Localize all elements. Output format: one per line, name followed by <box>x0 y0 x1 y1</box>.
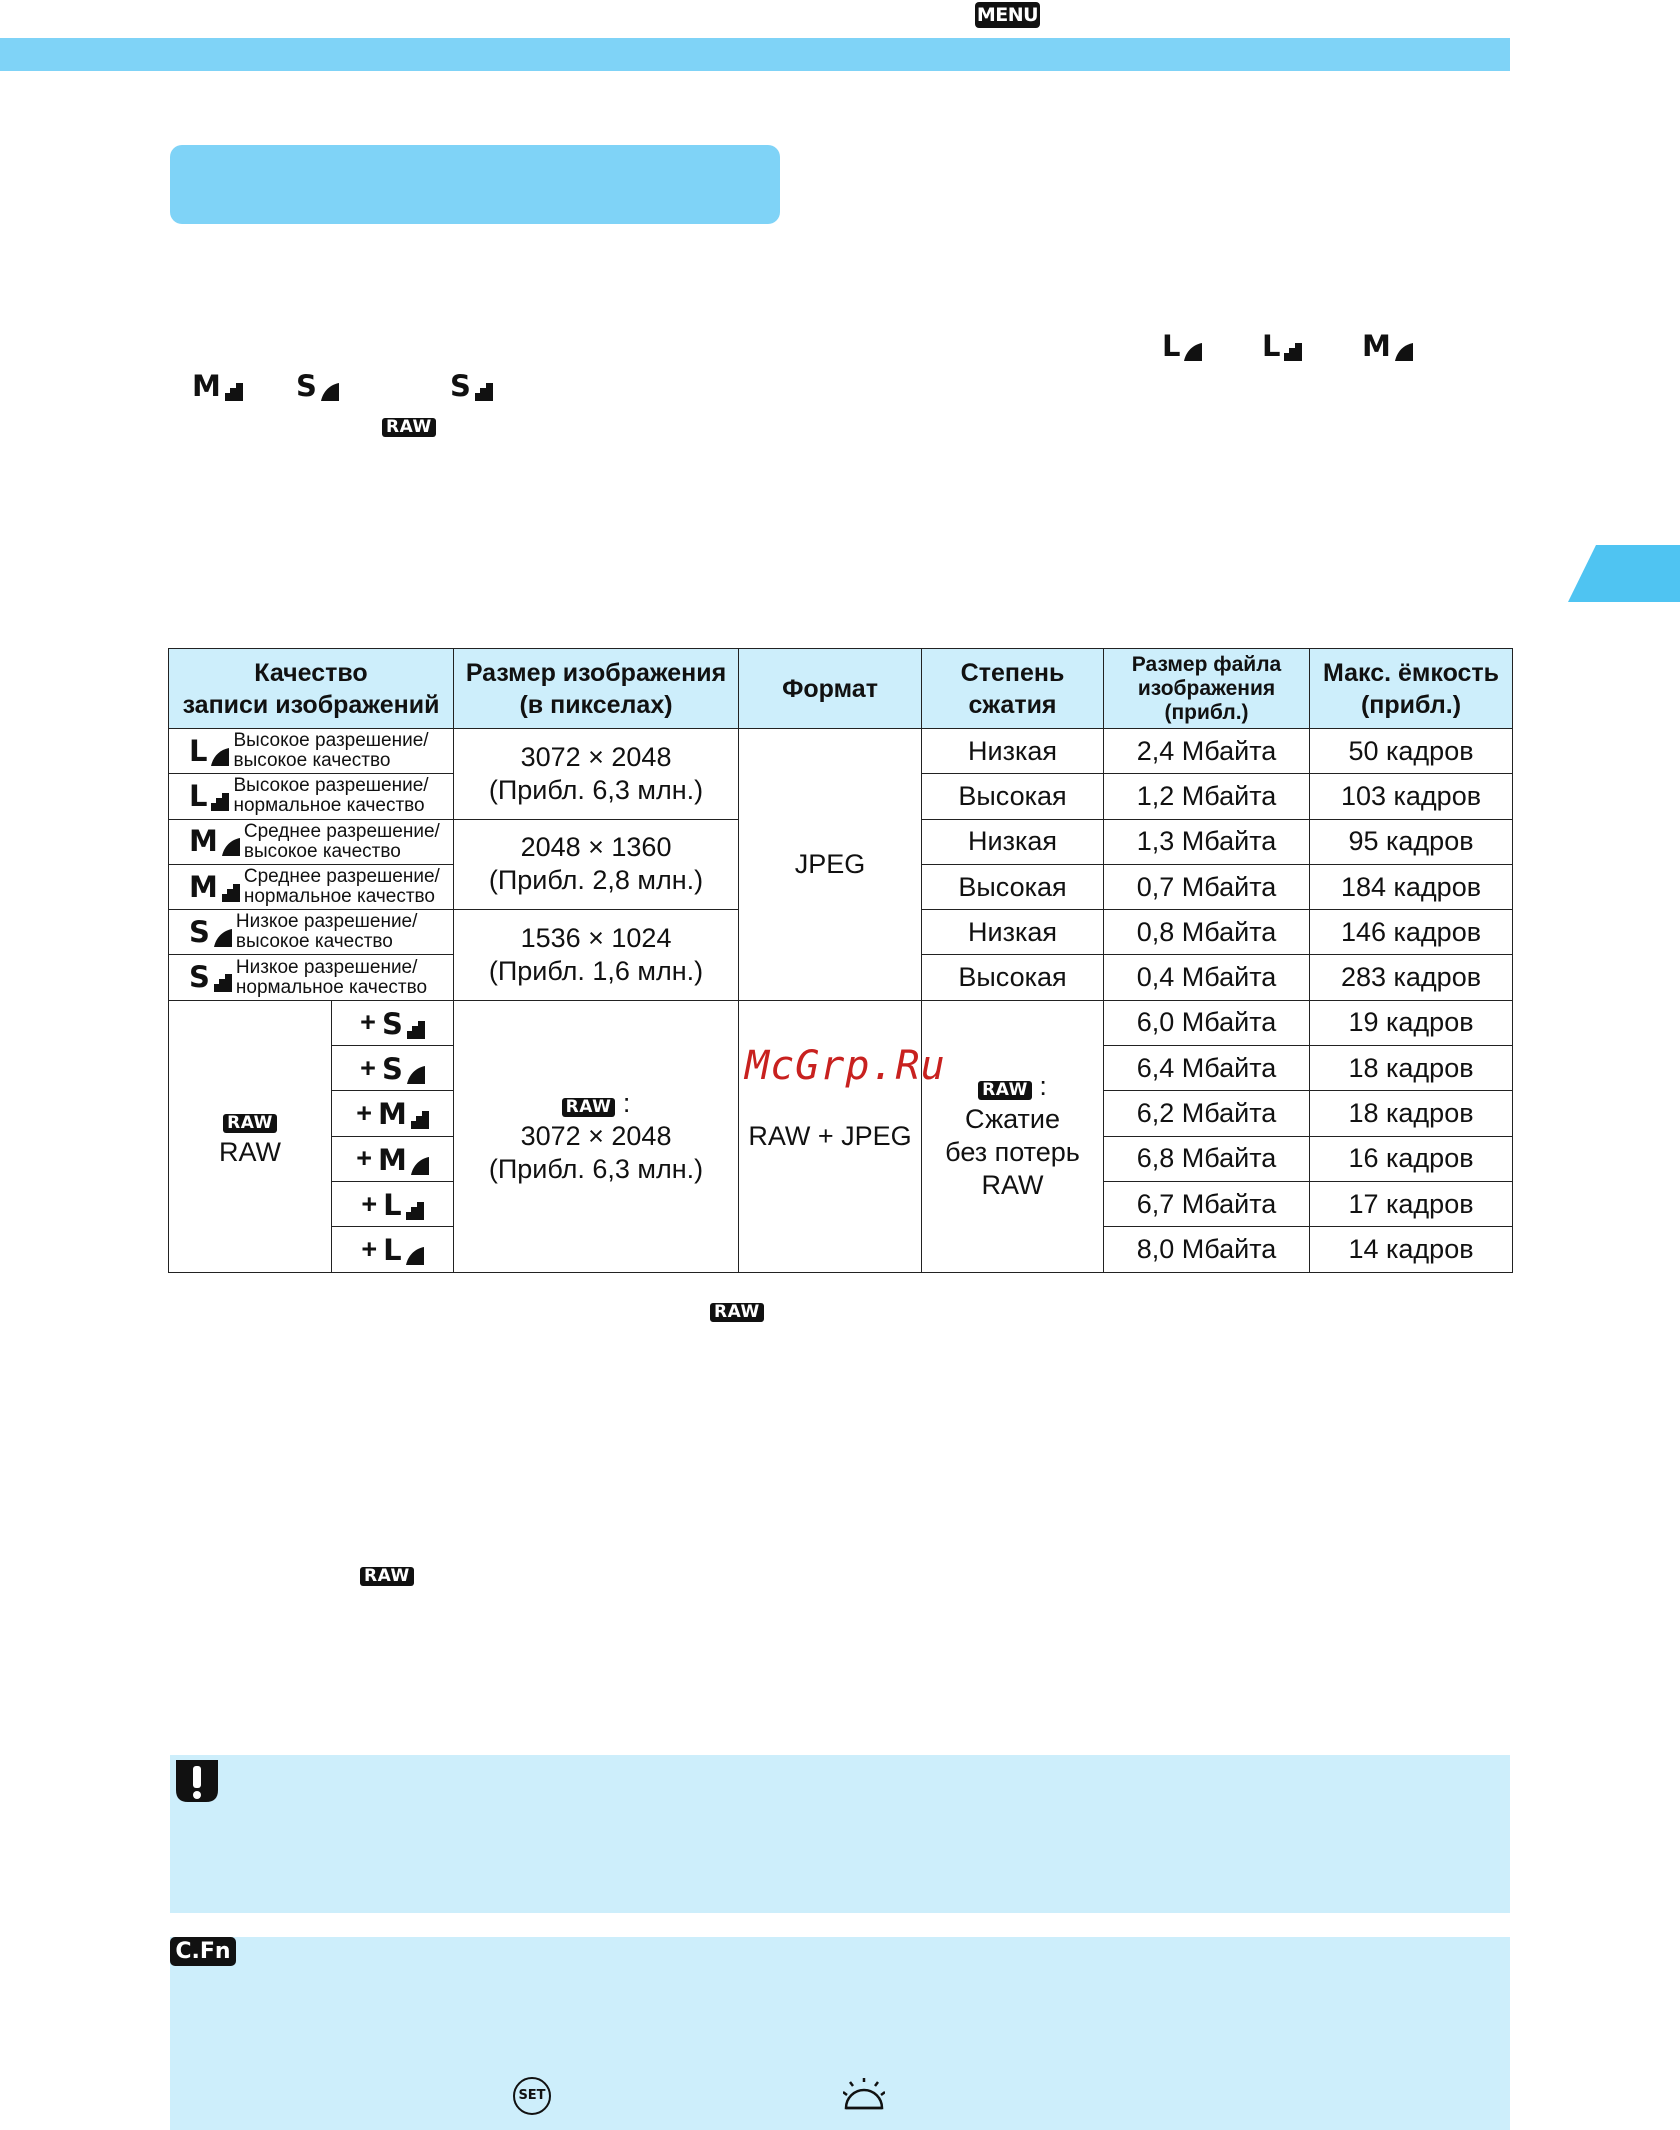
quality-icon: L <box>189 782 229 811</box>
table-header-row <box>169 649 1513 729</box>
filesize-cell: 6,7 Мбайта <box>1104 1181 1310 1226</box>
compression-cell: Высокая <box>922 955 1104 1000</box>
cfn-icon: C.Fn <box>170 1937 236 1966</box>
normal-quality-icon <box>213 973 232 992</box>
raw-plus-cell: + M <box>332 1136 454 1181</box>
quality-icon-s-fine: S <box>296 372 339 401</box>
fine-quality-icon <box>410 1156 429 1175</box>
header-format: Формат <box>739 649 922 729</box>
size-cell: 1536 × 1024 (Прибл. 1,6 млн.) <box>454 910 739 1001</box>
quality-icon: L <box>189 737 229 766</box>
filesize-cell: 0,4 Мбайта <box>1104 955 1310 1000</box>
capacity-cell: 184 кадров <box>1310 864 1513 909</box>
header-capacity: Макс. ёмкость (прибл.) <box>1310 649 1513 729</box>
quality-icon-m-fine: M <box>1362 332 1413 361</box>
caution-icon <box>172 1756 222 1806</box>
quality-icon: M <box>189 873 240 902</box>
fine-quality-icon <box>221 837 240 856</box>
quality-icon: M <box>378 1100 429 1129</box>
raw-compression-cell: RAW : Сжатие без потерь RAW <box>922 1000 1104 1272</box>
compression-cell: Низкая <box>922 729 1104 774</box>
raw-quality-cell: RAW RAW <box>169 1000 332 1272</box>
normal-quality-icon <box>406 1020 425 1039</box>
raw-icon: RAW <box>978 1081 1032 1100</box>
raw-plus-cell: + M <box>332 1091 454 1136</box>
quality-cell: M Среднее разрешение/ высокое качество <box>169 819 454 864</box>
custom-function-panel <box>170 1937 1510 2130</box>
quality-icon: S <box>382 1055 425 1084</box>
raw-plus-cell: + L <box>332 1181 454 1226</box>
capacity-cell: 146 кадров <box>1310 910 1513 955</box>
raw-plus-cell: + S <box>332 1000 454 1045</box>
fine-quality-icon <box>210 747 229 766</box>
quality-icon-s-normal: S <box>450 372 493 401</box>
raw-icon: RAW <box>223 1114 277 1133</box>
quality-icon-l-normal: L <box>1262 332 1302 361</box>
header-filesize: Размер файла изображения (прибл.) <box>1104 649 1310 729</box>
raw-icon: RAW <box>360 1567 414 1586</box>
capacity-cell: 18 кадров <box>1310 1091 1513 1136</box>
quick-control-dial-icon <box>843 2078 885 2112</box>
filesize-cell: 6,4 Мбайта <box>1104 1046 1310 1091</box>
capacity-cell: 16 кадров <box>1310 1136 1513 1181</box>
quality-cell: L Высокое разрешение/ высокое качество <box>169 729 454 774</box>
capacity-cell: 95 кадров <box>1310 819 1513 864</box>
normal-quality-icon <box>474 382 493 401</box>
capacity-cell: 17 кадров <box>1310 1181 1513 1226</box>
raw-format-cell: RAW + JPEG <box>739 1000 922 1272</box>
normal-quality-icon <box>221 883 240 902</box>
header-band <box>0 38 1510 71</box>
quality-icon: S <box>382 1010 425 1039</box>
menu-icon: MENU <box>976 4 1039 26</box>
caution-panel <box>170 1755 1510 1913</box>
quality-icon-m-normal: M <box>192 372 243 401</box>
raw-plus-cell: + S <box>332 1046 454 1091</box>
header-compression: Степень сжатия <box>922 649 1104 729</box>
quality-icon: S <box>189 963 232 992</box>
filesize-cell: 1,3 Мбайта <box>1104 819 1310 864</box>
normal-quality-icon <box>224 382 243 401</box>
filesize-cell: 0,7 Мбайта <box>1104 864 1310 909</box>
normal-quality-icon <box>1283 342 1302 361</box>
compression-cell: Низкая <box>922 910 1104 955</box>
section-title-box <box>170 145 780 224</box>
quality-cell: L Высокое разрешение/ нормальное качество <box>169 774 454 819</box>
quality-icon-l-fine: L <box>1162 332 1202 361</box>
watermark: McGrp.Ru <box>745 1043 946 1089</box>
fine-quality-icon <box>406 1065 425 1084</box>
raw-icon: RAW <box>710 1303 764 1322</box>
quality-icon: M <box>378 1146 429 1175</box>
table-row <box>169 1000 1513 1045</box>
quality-cell: S Низкое разрешение/ высокое качество <box>169 910 454 955</box>
filesize-cell: 6,0 Мбайта <box>1104 1000 1310 1045</box>
header-quality: Качество записи изображений <box>169 649 454 729</box>
compression-cell: Высокая <box>922 774 1104 819</box>
raw-plus-cell: + L <box>332 1227 454 1272</box>
quality-icon: S <box>189 918 232 947</box>
capacity-cell: 103 кадров <box>1310 774 1513 819</box>
fine-quality-icon <box>320 382 339 401</box>
filesize-cell: 0,8 Мбайта <box>1104 910 1310 955</box>
quality-icon: M <box>189 827 240 856</box>
filesize-cell: 2,4 Мбайта <box>1104 729 1310 774</box>
size-cell: 2048 × 1360 (Прибл. 2,8 млн.) <box>454 819 739 910</box>
raw-icon: RAW <box>562 1098 616 1117</box>
quality-spec-table <box>168 648 1513 1273</box>
normal-quality-icon <box>210 792 229 811</box>
normal-quality-icon <box>410 1110 429 1129</box>
quality-cell: M Среднее разрешение/ нормальное качество <box>169 864 454 909</box>
normal-quality-icon <box>405 1201 424 1220</box>
compression-cell: Низкая <box>922 819 1104 864</box>
quality-icon: L <box>383 1191 423 1220</box>
capacity-cell: 50 кадров <box>1310 729 1513 774</box>
header-size: Размер изображения (в пикселах) <box>454 649 739 729</box>
capacity-cell: 14 кадров <box>1310 1227 1513 1272</box>
table-row <box>169 729 1513 774</box>
filesize-cell: 6,2 Мбайта <box>1104 1091 1310 1136</box>
capacity-cell: 19 кадров <box>1310 1000 1513 1045</box>
capacity-cell: 18 кадров <box>1310 1046 1513 1091</box>
fine-quality-icon <box>405 1246 424 1265</box>
format-cell: JPEG <box>739 729 922 1001</box>
filesize-cell: 1,2 Мбайта <box>1104 774 1310 819</box>
raw-size-cell: RAW : 3072 × 2048 (Прибл. 6,3 млн.) <box>454 1000 739 1272</box>
filesize-cell: 8,0 Мбайта <box>1104 1227 1310 1272</box>
quality-icon: L <box>383 1236 423 1265</box>
quality-cell: S Низкое разрешение/ нормальное качество <box>169 955 454 1000</box>
capacity-cell: 283 кадров <box>1310 955 1513 1000</box>
set-button-icon: SET <box>513 2077 551 2115</box>
filesize-cell: 6,8 Мбайта <box>1104 1136 1310 1181</box>
raw-icon: RAW <box>382 418 436 437</box>
fine-quality-icon <box>213 928 232 947</box>
chapter-tab <box>1568 545 1680 602</box>
fine-quality-icon <box>1183 342 1202 361</box>
fine-quality-icon <box>1394 342 1413 361</box>
size-cell: 3072 × 2048 (Прибл. 6,3 млн.) <box>454 729 739 820</box>
compression-cell: Высокая <box>922 864 1104 909</box>
